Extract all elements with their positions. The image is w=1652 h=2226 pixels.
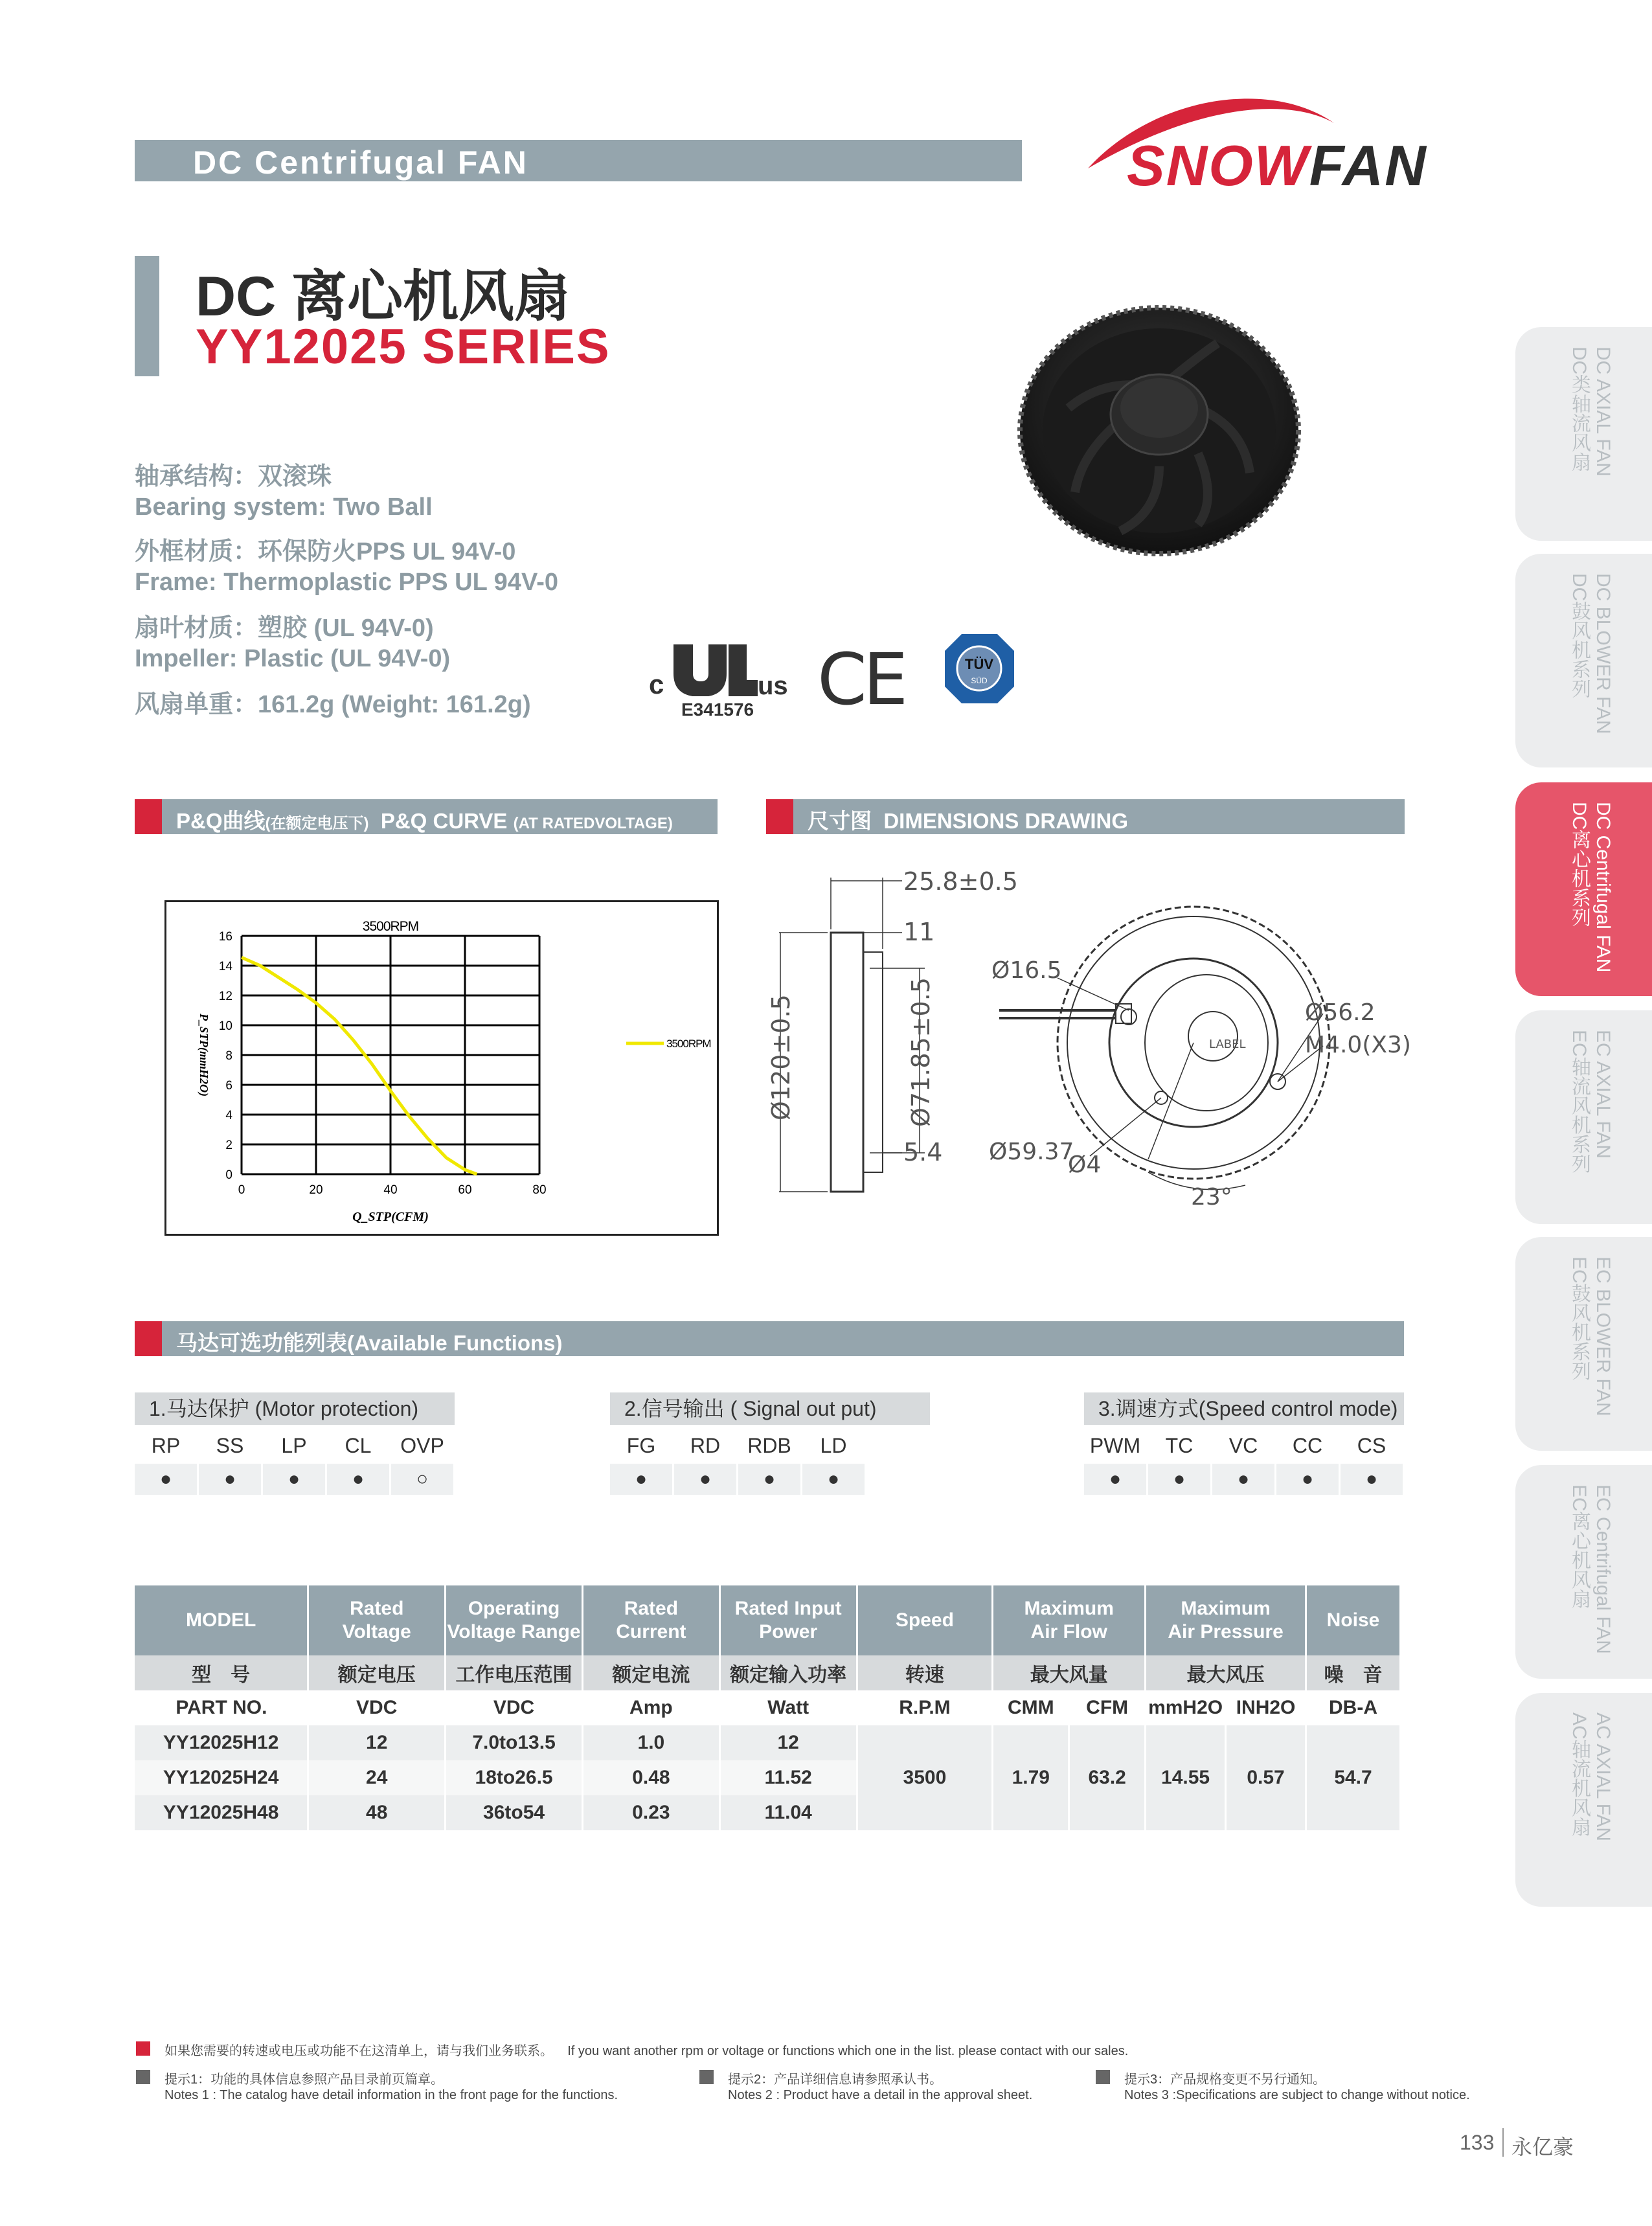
table-cell: 18to26.5 — [446, 1760, 583, 1795]
table-header-cell: 噪 音 — [1306, 1655, 1401, 1690]
dim-section-header — [766, 799, 1405, 834]
table-header-cell: Operating Voltage Range — [446, 1585, 583, 1655]
table-header-cell: 额定电流 — [582, 1655, 719, 1690]
table-header-cell: Rated Voltage — [308, 1585, 446, 1655]
table-cell: 0.48 — [582, 1760, 719, 1795]
table-unit-cell: R.P.M — [857, 1690, 993, 1725]
side-tab[interactable] — [1515, 1465, 1652, 1679]
series-line-3500rpm — [242, 957, 477, 1174]
side-tab-en: EC BLOWER FAN — [1592, 1256, 1614, 1416]
table-unit-cell: Watt — [719, 1690, 857, 1725]
table-header-cell: Maximum Air Flow — [993, 1585, 1146, 1655]
logo-fan: FAN — [1309, 133, 1427, 198]
table-cell: 1.0 — [582, 1725, 719, 1760]
function-group-title: 1.马达保护 (Motor protection) — [135, 1392, 455, 1425]
logo-snow: SNOW — [1127, 133, 1309, 198]
table-cell: 12 — [719, 1725, 857, 1760]
function-mark: ● — [674, 1464, 736, 1495]
function-mark: ● — [610, 1464, 672, 1495]
y-tick-label: 8 — [225, 1049, 232, 1063]
side-tab[interactable] — [1515, 554, 1652, 767]
function-mark: ● — [135, 1464, 197, 1495]
function-code: SS — [216, 1434, 244, 1457]
page-number: 133 — [1460, 2131, 1495, 2154]
table-unit-cell: CFM — [1069, 1690, 1146, 1725]
dim-label: 11 — [903, 918, 935, 946]
ul-certification-mark — [648, 638, 797, 722]
table-row — [135, 1725, 1401, 1760]
fan-product-image — [1010, 304, 1308, 602]
function-code: CL — [345, 1434, 372, 1457]
side-tab-cn: EC鼓风机系列 — [1568, 1256, 1590, 1381]
dim-label: Ø16.5 — [991, 957, 1062, 984]
function-mark: ● — [327, 1464, 389, 1495]
dim-label: Ø71.85±0.5 — [907, 977, 935, 1127]
y-tick-label: 16 — [218, 930, 232, 944]
y-tick-label: 6 — [225, 1079, 232, 1093]
page-title-cn: DC 离心机风扇 — [196, 266, 571, 328]
table-unit-cell: VDC — [446, 1690, 583, 1725]
spec-line: 外框材质：环保防火PPS UL 94V-0 — [135, 538, 516, 565]
side-tab-en: EC AXIAL FAN — [1592, 1030, 1614, 1159]
spec-line: 风扇单重：161.2g (Weight: 161.2g) — [135, 691, 531, 718]
note-marker-icon — [699, 2070, 714, 2084]
table-cell: 12 — [308, 1725, 446, 1760]
functions-section-header — [135, 1321, 1404, 1356]
pq-chart-frame — [164, 900, 719, 1236]
x-axis-label: Q_STP(CFM) — [352, 1210, 429, 1224]
table-header-cell: 转速 — [857, 1655, 993, 1690]
function-code: OVP — [400, 1434, 444, 1457]
cmm-cell: 1.79 — [993, 1725, 1069, 1830]
y-tick-label: 12 — [218, 990, 232, 1003]
note-marker-icon — [1096, 2070, 1110, 2084]
function-code: LP — [281, 1434, 307, 1457]
table-header-cell: Noise — [1306, 1585, 1401, 1655]
dim-label: Ø120±0.5 — [767, 994, 795, 1120]
table-unit-cell: CMM — [993, 1690, 1069, 1725]
x-tick-label: 40 — [383, 1183, 398, 1197]
table-header-row — [135, 1585, 1401, 1655]
table-header-cell: Maximum Air Pressure — [1146, 1585, 1306, 1655]
function-mark: ● — [1276, 1464, 1339, 1495]
note-text: 如果您需要的转速或电压或功能不在这清单上，请与我们业务联系。 If you want another rpm or voltage or functions which one in the list. please contact with our sales. — [164, 2044, 1129, 2058]
y-tick-label: 2 — [225, 1139, 232, 1152]
note-text: Notes 1 : The catalog have detail information in the front page for the functions. — [164, 2088, 618, 2102]
side-tab-cn: AC轴流机风扇 — [1568, 1712, 1590, 1837]
side-tab-en: DC Centrifugal FAN — [1592, 802, 1614, 973]
model-cell: YY12025H24 — [135, 1760, 308, 1795]
pq-section-header — [135, 799, 718, 834]
function-mark: ● — [738, 1464, 800, 1495]
function-mark: ● — [199, 1464, 261, 1495]
x-tick-label: 0 — [238, 1183, 245, 1197]
dim-label: Ø56.2 — [1305, 999, 1375, 1026]
spec-line: 轴承结构：双滚珠 — [135, 463, 332, 490]
model-cell: YY12025H12 — [135, 1725, 308, 1760]
dim-label: 25.8±0.5 — [903, 867, 1018, 896]
side-tab-cn: EC离心机风扇 — [1568, 1484, 1590, 1609]
table-cell: 0.23 — [582, 1795, 719, 1830]
table-header-cell: 型 号 — [135, 1655, 308, 1690]
spec-line: Impeller: Plastic (UL 94V-0) — [135, 645, 451, 672]
function-code: FG — [626, 1434, 656, 1457]
mmh2o-cell: 14.55 — [1146, 1725, 1226, 1830]
function-code: CS — [1357, 1434, 1386, 1457]
table-header-cell: 额定电压 — [308, 1655, 446, 1690]
ul-c-text: c — [649, 669, 664, 699]
spec-line: Frame: Thermoplastic PPS UL 94V-0 — [135, 569, 558, 596]
footer-divider — [1502, 2128, 1504, 2157]
model-cell: YY12025H48 — [135, 1795, 308, 1830]
side-tab[interactable] — [1515, 1237, 1652, 1451]
note-text: 提示3：产品规格变更不另行通知。 — [1124, 2073, 1326, 2087]
spec-line: 扇叶材质：塑胶 (UL 94V-0) — [135, 615, 434, 642]
note-text: Notes 3 :Specifications are subject to change without notice. — [1124, 2088, 1470, 2102]
note-text: 提示1：功能的具体信息参照产品目录前页篇章。 — [164, 2073, 444, 2087]
x-tick-label: 60 — [458, 1183, 472, 1197]
function-code: RP — [151, 1434, 181, 1457]
side-tab[interactable] — [1515, 327, 1652, 541]
pq-title-cn: P&Q曲线 — [176, 809, 266, 833]
dim-label: M4.0(X3) — [1305, 1032, 1411, 1058]
series-title: YY12025 SERIES — [196, 319, 611, 374]
table-cell: 11.52 — [719, 1760, 857, 1795]
snowfan-logo — [1075, 71, 1464, 198]
dim-label: 23° — [1191, 1184, 1232, 1210]
side-tab-cn: DC鼓风机系列 — [1568, 573, 1590, 699]
function-mark: ● — [1212, 1464, 1274, 1495]
table-header-cell: Speed — [857, 1585, 993, 1655]
inh2o-cell: 0.57 — [1226, 1725, 1306, 1830]
tuv-sub-text: SÜD — [971, 676, 988, 685]
side-tab-cn: EC轴流风机系列 — [1568, 1030, 1590, 1174]
y-tick-label: 0 — [225, 1168, 232, 1182]
function-mark: ● — [802, 1464, 865, 1495]
dimensions-drawing — [766, 848, 1414, 1218]
chart-title: 3500RPM — [362, 919, 419, 934]
header-bar — [135, 140, 1022, 181]
function-mark: ● — [263, 1464, 325, 1495]
dim-title-cn: 尺寸图 — [808, 809, 872, 833]
functions-title: 马达可选功能列表(Available Functions) — [176, 1331, 563, 1355]
table-header-cell: 额定输入功率 — [719, 1655, 857, 1690]
ul-file-number: E341576 — [681, 699, 754, 720]
y-tick-label: 10 — [218, 1019, 232, 1033]
footer-brand: 永亿豪 — [1511, 2135, 1574, 2159]
table-cell: 48 — [308, 1795, 446, 1830]
pq-title-cn-small: (在额定电压下) — [265, 815, 369, 832]
function-code: PWM — [1089, 1434, 1141, 1457]
x-tick-label: 20 — [309, 1183, 323, 1197]
table-unit-cell: Amp — [582, 1690, 719, 1725]
cfm-cell: 63.2 — [1069, 1725, 1146, 1830]
side-tab-en: EC Centrifugal FAN — [1592, 1484, 1614, 1654]
note-marker-icon — [136, 2041, 150, 2056]
function-mark: ○ — [391, 1464, 453, 1495]
ce-mark: CE — [817, 638, 905, 721]
table-unit-cell: DB-A — [1306, 1690, 1401, 1725]
table-unit-cell: INH2O — [1226, 1690, 1306, 1725]
side-tab-en: DC AXIAL FAN — [1592, 346, 1614, 477]
y-tick-label: 4 — [225, 1109, 232, 1122]
header-title: DC Centrifugal FAN — [193, 144, 528, 181]
side-tab-en: DC BLOWER FAN — [1592, 573, 1614, 734]
dim-label: 5.4 — [903, 1138, 943, 1166]
table-unit-row — [135, 1690, 1401, 1725]
side-tab-en: AC AXIAL FAN — [1592, 1712, 1614, 1841]
function-code: CC — [1292, 1434, 1323, 1457]
side-tab[interactable] — [1515, 1693, 1652, 1907]
table-cell: 7.0to13.5 — [446, 1725, 583, 1760]
note-text: 提示2：产品详细信息请参照承认书。 — [728, 2073, 943, 2087]
side-tab-cn: DC类轴流风扇 — [1568, 346, 1590, 472]
table-cell: 11.04 — [719, 1795, 857, 1830]
tuv-mark-icon — [942, 631, 1017, 706]
noise-cell: 54.7 — [1306, 1725, 1401, 1830]
function-code: RDB — [747, 1434, 791, 1457]
pq-title-en-small: (AT RATEDVOLTAGE) — [513, 815, 673, 832]
function-code: LD — [820, 1434, 847, 1457]
table-header-cell: Rated Current — [582, 1585, 719, 1655]
function-mark: ● — [1148, 1464, 1210, 1495]
title-accent-bar — [135, 256, 159, 376]
speed-cell: 3500 — [857, 1725, 993, 1830]
side-tab-active[interactable] — [1515, 782, 1652, 996]
function-code: TC — [1165, 1434, 1194, 1457]
table-unit-cell: PART NO. — [135, 1690, 308, 1725]
table-header-cell: 最大风量 — [993, 1655, 1146, 1690]
dim-label: Ø4 — [1068, 1152, 1102, 1178]
side-tab[interactable] — [1515, 1010, 1652, 1224]
function-code: RD — [690, 1434, 721, 1457]
function-mark: ● — [1084, 1464, 1146, 1495]
function-code: VC — [1228, 1434, 1258, 1457]
dim-title-en: DIMENSIONS DRAWING — [883, 809, 1129, 833]
pq-title-en: P&Q CURVE — [380, 809, 508, 833]
table-header-row-cn — [135, 1655, 1401, 1690]
y-tick-label: 14 — [218, 960, 232, 973]
dim-label: Ø59.37 — [989, 1139, 1074, 1165]
table-cell: 24 — [308, 1760, 446, 1795]
tuv-text: TÜV — [965, 656, 993, 672]
table-unit-cell: mmH2O — [1146, 1690, 1226, 1725]
table-header-cell: 工作电压范围 — [446, 1655, 583, 1690]
note-text: Notes 2 : Product have a detail in the approval sheet. — [728, 2088, 1033, 2102]
fan-side-view — [831, 933, 863, 1192]
x-tick-label: 80 — [532, 1183, 547, 1197]
note-marker-icon — [136, 2070, 150, 2084]
ul-us-text: us — [758, 672, 788, 700]
side-tab-cn: DC离心机系列 — [1568, 802, 1590, 927]
y-axis-label: P_STP(mmH2O) — [198, 1014, 210, 1096]
pq-chart — [166, 902, 717, 1234]
dim-fan-label: LABEL — [1209, 1038, 1246, 1051]
spec-line: Bearing system: Two Ball — [135, 494, 433, 521]
ul-logo-icon — [667, 638, 758, 696]
table-header-cell: 最大风压 — [1146, 1655, 1306, 1690]
function-mark: ● — [1341, 1464, 1403, 1495]
table-unit-cell: VDC — [308, 1690, 446, 1725]
function-group-title: 2.信号输出 ( Signal out put) — [610, 1392, 930, 1425]
function-group-title: 3.调速方式(Speed control mode) — [1084, 1392, 1404, 1425]
spec-table — [135, 1585, 1401, 1830]
table-header-cell: MODEL — [135, 1585, 308, 1655]
table-header-cell: Rated Input Power — [719, 1585, 857, 1655]
table-cell: 36to54 — [446, 1795, 583, 1830]
legend-label: 3500RPM — [666, 1038, 711, 1050]
